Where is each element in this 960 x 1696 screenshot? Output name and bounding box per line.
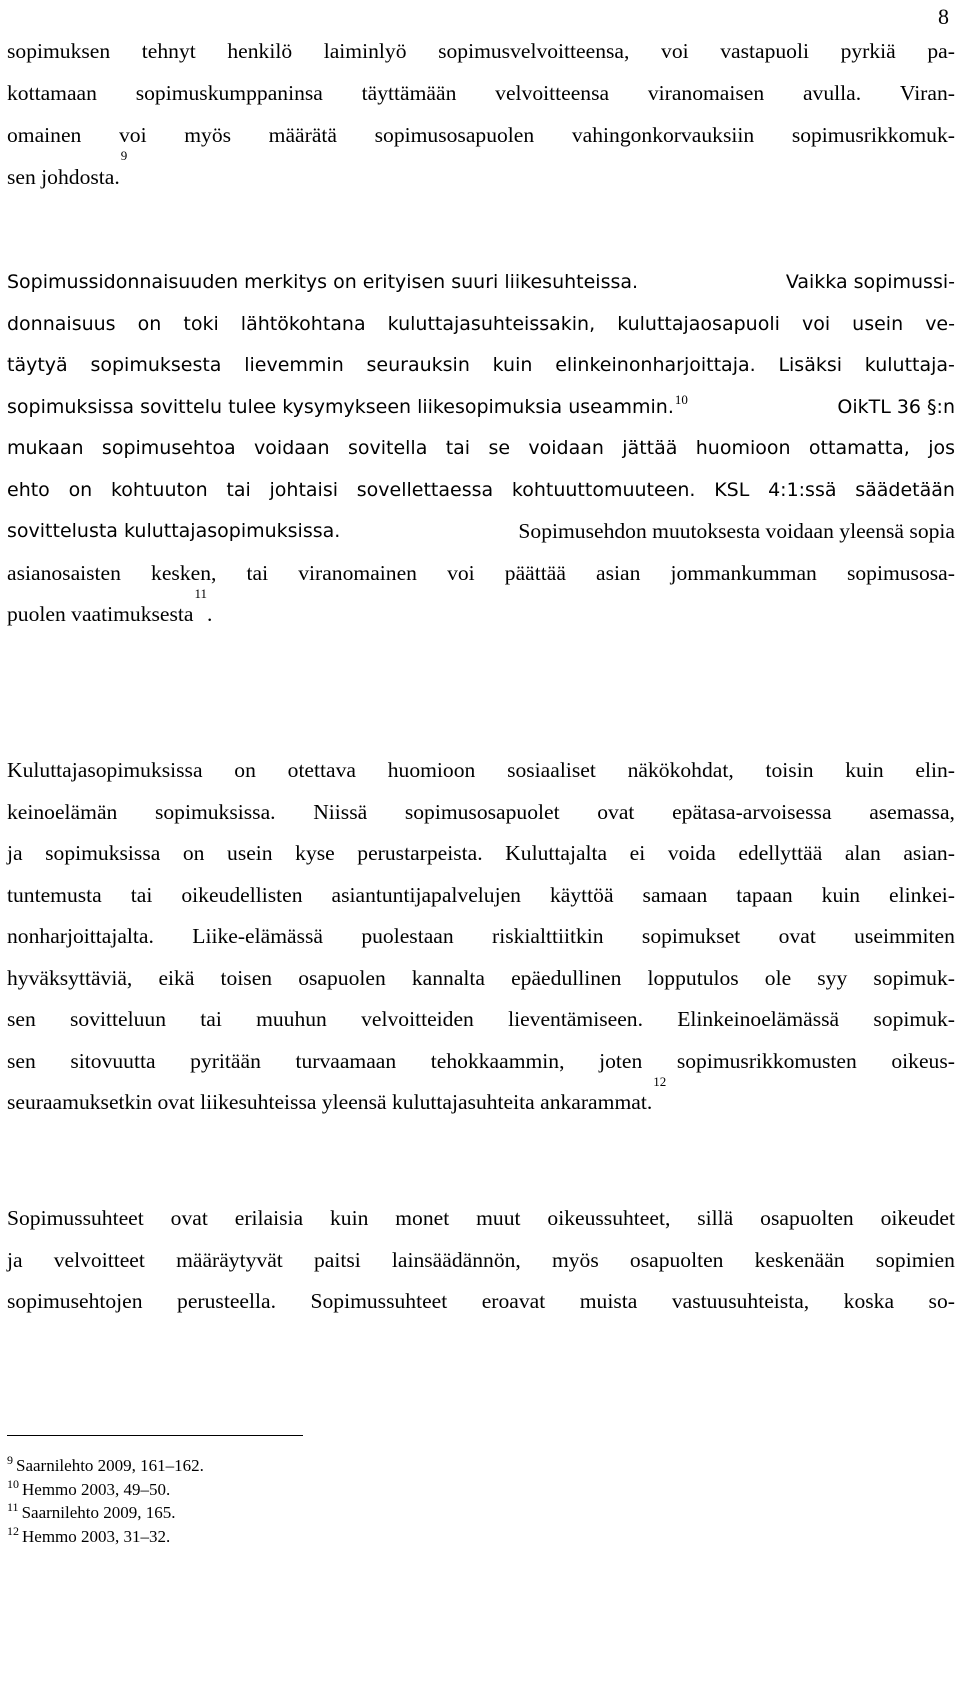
footnote-ref: 10	[674, 391, 688, 407]
text-line	[7, 1074, 955, 1124]
text-line: Sopimussuhteet ovat erilaisia kuin monet muut oikeussuhteet, sillä osapuolten oikeudet	[7, 1206, 955, 1230]
text-run	[7, 387, 688, 429]
footnote-text: Saarnilehto 2009, 165.	[21, 1503, 176, 1522]
footnote-text: Saarnilehto 2009, 161–162.	[16, 1456, 204, 1475]
footnote-11	[7, 1501, 204, 1525]
footnote-12	[7, 1525, 204, 1549]
text-line: ja velvoitteet määräytyvät paitsi lainsäädännön, myös osapuolten keskenään sopimien	[7, 1247, 955, 1272]
footnote-ref: 11	[194, 586, 208, 601]
footnote-number: 10	[7, 1476, 19, 1491]
text-run: sovittelusta kuluttajasopimuksissa.	[7, 520, 341, 542]
text-line: kottamaan sopimuskumppaninsa täyttämään velvoitteensa viranomaisen avulla. Viran-	[7, 81, 955, 105]
text-run: Sopimusehdon muutoksesta voidaan yleensä sopia	[518, 519, 955, 543]
text-line: ja sopimuksissa on usein kyse perustarpeista. Kuluttajalta ei voida edellyttää alan asian-	[7, 841, 955, 865]
text-line	[7, 511, 955, 553]
footnote-text: Hemmo 2003, 31–32.	[22, 1526, 171, 1546]
text-line: Kuluttajasopimuksissa on otettava huomioon sosiaaliset näkökohdat, toisin kuin elin-	[7, 758, 955, 782]
text-run: OikTL 36 §:n	[837, 395, 955, 418]
text-line: tuntemusta tai oikeudellisten asiantuntijapalvelujen käyttöä samaan tapaan kuin elinkei-	[7, 882, 955, 907]
text-line: asianosaisten kesken, tai viranomainen voi päättää asian jommankumman sopimusosa-	[7, 560, 955, 585]
text-line: keinoelämän sopimuksissa. Niissä sopimusosapuolet ovat epätasa-arvoisessa asemassa,	[7, 799, 955, 824]
text-line	[7, 387, 955, 429]
footnote-9	[7, 1454, 204, 1478]
text-line: hyväksyttäviä, eikä toisen osapuolen kannalta epäedullinen lopputulos ole syy sopimuk-	[7, 965, 955, 990]
paragraph-3	[7, 750, 955, 1124]
text-line: sopimuksen tehnyt henkilö laiminlyö sopimusvelvoitteensa, voi vastapuoli pyrkiä pa-	[7, 39, 955, 63]
paragraph-1	[7, 30, 955, 198]
footnote-ref: 12	[653, 1074, 667, 1089]
text-run: sopimuksissa sovittelu tulee kysymykseen liikesopimuksia useammin.	[7, 395, 674, 418]
text-line	[7, 148, 955, 198]
page-number: 8	[938, 4, 949, 29]
text-line: sopimusehtojen perusteella. Sopimussuhteet eroavat muista vastuusuhteista, koska so-	[7, 1289, 955, 1313]
text-line	[7, 262, 955, 304]
footnote-separator	[7, 1435, 303, 1436]
text-line: sen sovitteluun tai muuhun velvoitteiden lieventämiseen. Elinkeinoelämässä sopimuk-	[7, 1007, 955, 1031]
text-run: .	[207, 602, 213, 626]
footnote-ref: 9	[120, 148, 128, 163]
footnote-number: 11	[7, 1500, 19, 1514]
text-run: Vaikka sopimussi-	[785, 271, 955, 293]
text-run: Sopimussidonnaisuuden merkitys on erityisen suuri liikesuhteissa.	[7, 271, 639, 293]
text-line: ehto on kohtuuton tai johtaisi sovellettaessa kohtuuttomuuteen. KSL 4:1:ssä säädetään	[7, 478, 955, 501]
text-line: nonharjoittajalta. Liike-elämässä puolestaan riskialttiitkin sopimukset ovat useimmiten	[7, 924, 955, 948]
footnote-number: 12	[7, 1523, 19, 1538]
text-line: sen sitovuutta pyritään turvaamaan tehokkaammin, joten sopimusrikkomusten oikeus-	[7, 1048, 955, 1073]
text-line: omainen voi myös määrätä sopimusosapuolen vahingonkorvauksiin sopimusrikkomuk-	[7, 123, 955, 147]
text-line: täytyä sopimuksesta lievemmin seurauksin kuin elinkeinonharjoittaja. Lisäksi kuluttaja-	[7, 354, 955, 376]
footnote-10	[7, 1478, 204, 1502]
text-run: seuraamuksetkin ovat liikesuhteissa yleensä kuluttajasuhteita ankarammat.	[7, 1090, 653, 1114]
text-line	[7, 586, 955, 636]
paragraph-2	[7, 262, 955, 636]
text-line: mukaan sopimusehtoa voidaan sovitella tai se voidaan jättää huomioon ottamatta, jos	[7, 437, 955, 459]
text-run: puolen vaatimuksesta	[7, 602, 194, 626]
text-line: donnaisuus on toki lähtökohtana kuluttajasuhteissakin, kuluttajaosapuoli voi usein ve-	[7, 312, 955, 335]
paragraph-4	[7, 1198, 955, 1323]
text-run: sen johdosta.	[7, 165, 120, 189]
footnotes	[7, 1454, 204, 1548]
footnote-text: Hemmo 2003, 49–50.	[22, 1479, 171, 1499]
footnote-number: 9	[7, 1453, 13, 1467]
